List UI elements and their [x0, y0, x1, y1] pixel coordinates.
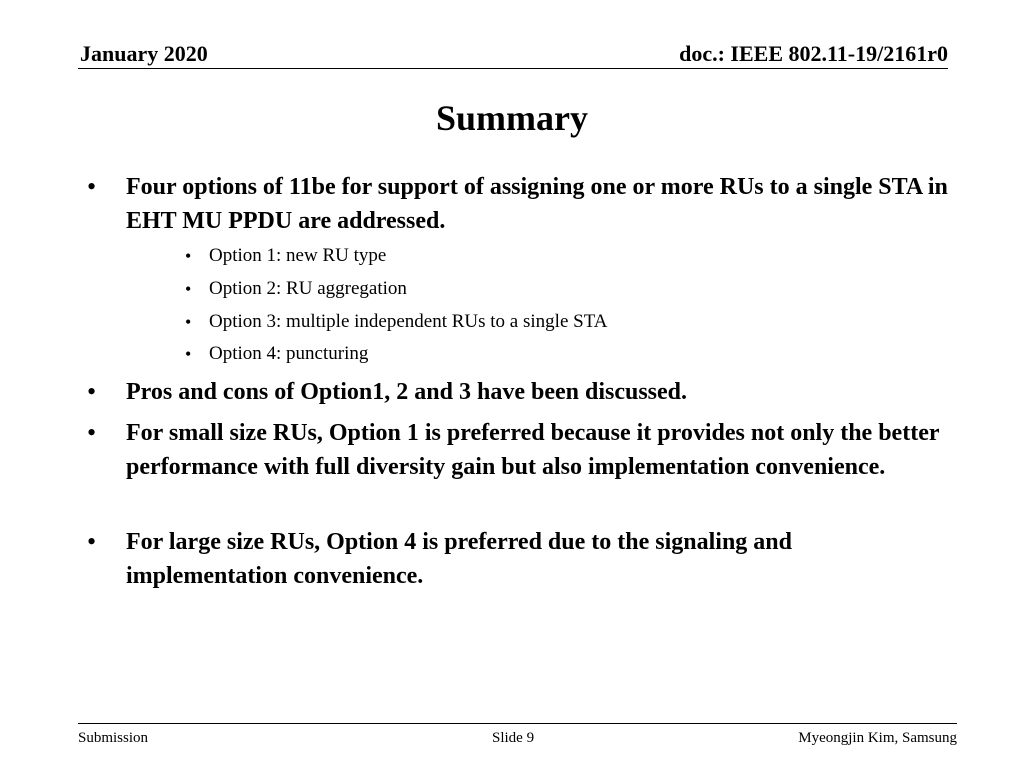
sub-bullet-icon: • — [185, 246, 192, 266]
bullet-text: Four options of 11be for support of assigning one or more RUs to a single STA in EHT MU PPDU are addressed. — [126, 174, 948, 234]
slide-title: Summary — [436, 98, 588, 138]
bullet-text: For large size RUs, Option 4 is preferred due to the signaling and implementation convenience. — [126, 529, 792, 589]
footer-submission: Submission — [78, 730, 149, 746]
footer-slide-number: Slide 9 — [492, 730, 535, 746]
sub-bullet-text: Option 1: new RU type — [209, 245, 387, 266]
bullet-icon: • — [87, 377, 97, 406]
footer-divider — [78, 723, 957, 724]
bullet-text: Pros and cons of Option1, 2 and 3 have been discussed. — [126, 379, 687, 405]
bullet-text: For small size RUs, Option 1 is preferred because it provides not only the better performance with full diversity gain but also implementation convenience. — [126, 420, 940, 480]
sub-bullet-icon: • — [185, 344, 192, 364]
bullet-icon: • — [87, 527, 97, 556]
sub-bullet-text: Option 2: RU aggregation — [209, 278, 407, 299]
header-date: January 2020 — [80, 41, 208, 66]
sub-bullet-icon: • — [185, 279, 192, 299]
sub-bullet-icon: • — [185, 312, 192, 332]
sub-bullet-text: Option 3: multiple independent RUs to a single STA — [209, 311, 608, 332]
footer-author: Myeongjin Kim, Samsung — [798, 730, 957, 746]
sub-bullet-text: Option 4: puncturing — [209, 343, 369, 364]
bullet-icon: • — [87, 172, 97, 201]
header-doc-id: doc.: IEEE 802.11-19/2161r0 — [679, 41, 948, 66]
bullet-icon: • — [87, 418, 97, 447]
